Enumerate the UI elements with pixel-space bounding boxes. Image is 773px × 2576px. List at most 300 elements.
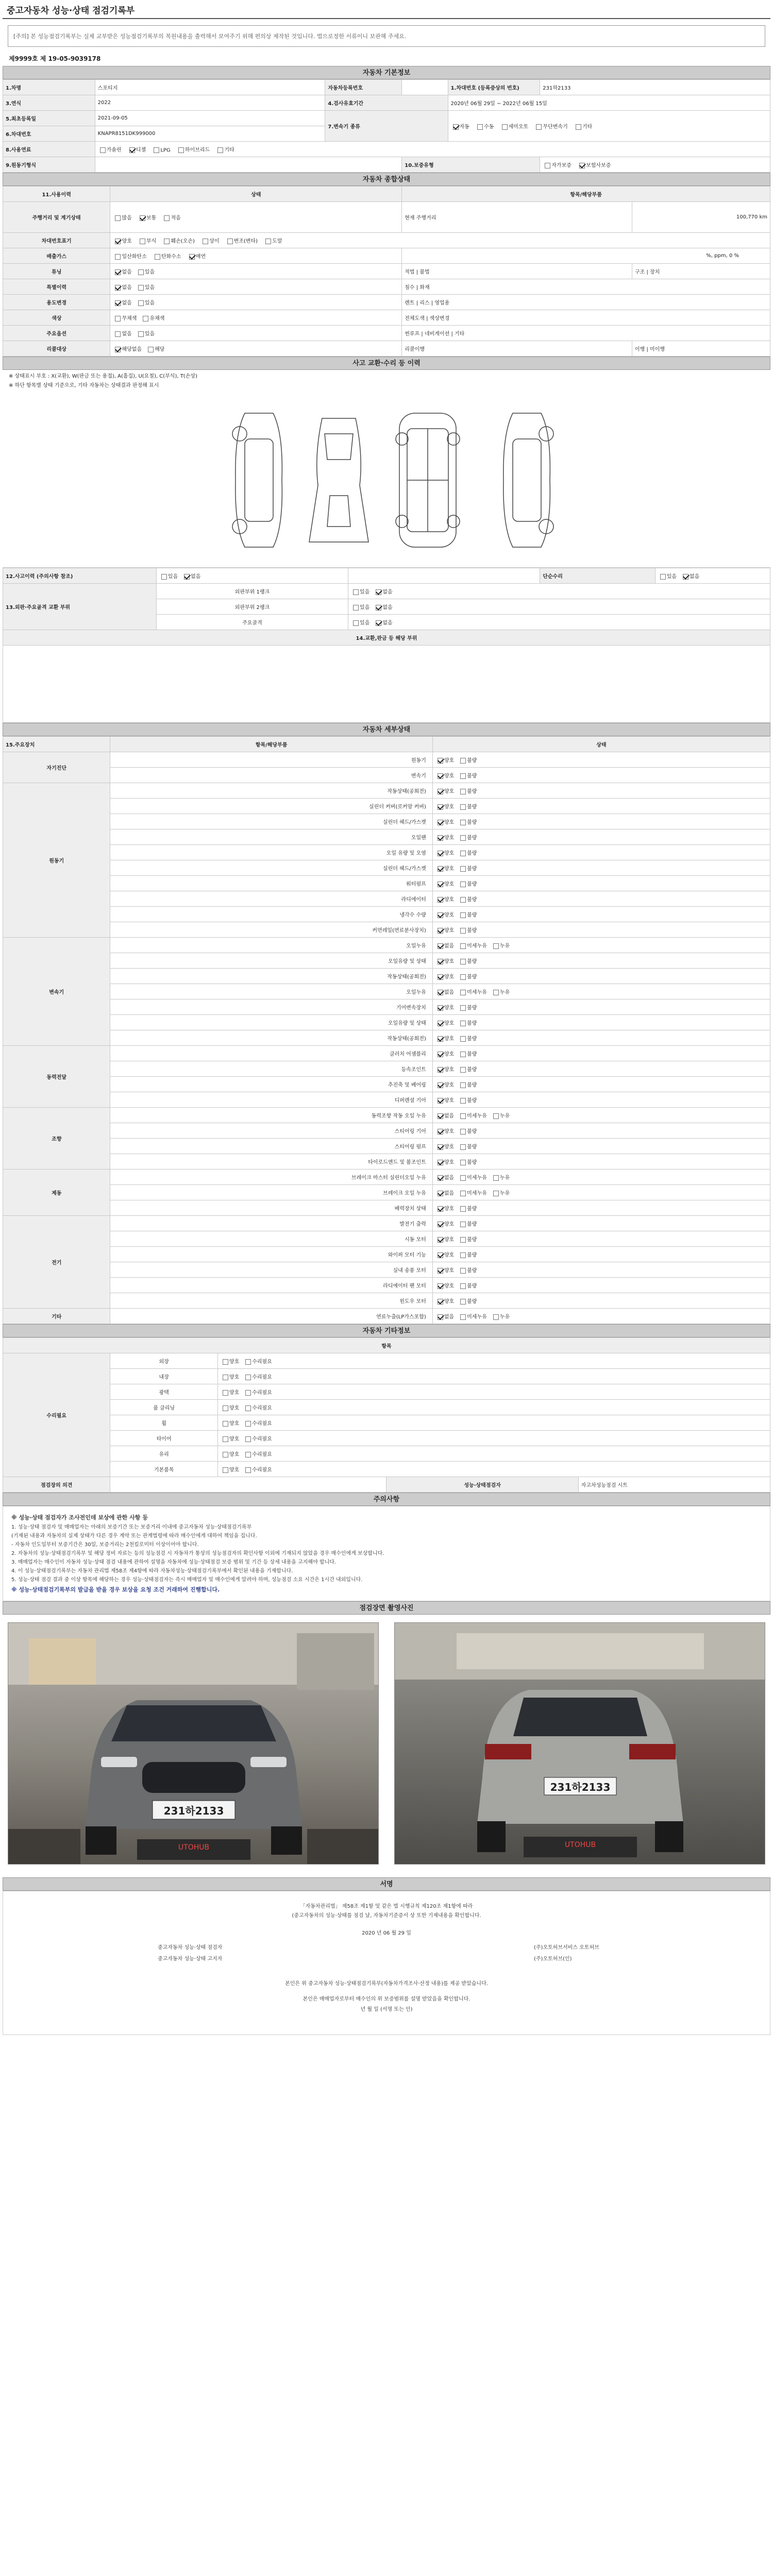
checkbox[interactable]: [438, 1206, 443, 1212]
tuning-detail: 적법 | 불법: [402, 264, 632, 279]
device-item: 와이퍼 모터 기능: [110, 1247, 432, 1262]
checkbox[interactable]: [438, 773, 443, 779]
checkbox[interactable]: [189, 254, 195, 260]
checkbox[interactable]: [460, 1021, 466, 1026]
checkbox[interactable]: [115, 347, 121, 352]
device-status: 양호 불량: [432, 1200, 770, 1216]
checkbox[interactable]: [460, 897, 466, 903]
note-line: 4. 이 성능·상태점검기록부는 자동차 관리법 제58조 제4항에 따라 자동차성능·상태점검기록부에서 확인된 내용을 기재합니다.: [11, 1568, 293, 1574]
tuning-type: 구조 | 장치: [632, 264, 770, 279]
checkbox[interactable]: [376, 605, 381, 611]
checkbox[interactable]: [438, 1222, 443, 1227]
device-status: 양호 불량: [432, 1139, 770, 1154]
value-inspection-period: 2020년 06월 29일 ~ 2022년 06월 15일: [448, 95, 770, 111]
checkbox[interactable]: [140, 215, 145, 221]
checkbox[interactable]: [223, 1359, 228, 1365]
header-status: 상태: [432, 737, 770, 752]
checkbox[interactable]: [143, 316, 148, 321]
checkbox[interactable]: [545, 163, 550, 168]
checkbox[interactable]: [438, 1299, 443, 1304]
checkbox[interactable]: [438, 1021, 443, 1026]
value-vin-reg: 231하2133: [540, 80, 770, 95]
checkbox[interactable]: [438, 1237, 443, 1243]
rank-1-options: 있음 없음: [348, 584, 770, 599]
other-status: 양호 수리필요: [217, 1446, 770, 1462]
device-status: 양호 불량: [432, 1293, 770, 1309]
checkbox[interactable]: [460, 835, 466, 841]
device-item: 시동 모터: [110, 1231, 432, 1247]
sign-line-3: 본인은 위 중고자동차 성능·상태점검기록부(자동차가격조사·산정 내용)를 제공 받았습니다.: [285, 1981, 488, 1987]
checkbox[interactable]: [164, 215, 170, 221]
label-simple-repair: 단순수리: [540, 568, 655, 584]
other-item: 타이어: [110, 1431, 217, 1446]
label-vin-marking: 차대번호표기: [3, 233, 110, 248]
checkbox[interactable]: [460, 1098, 466, 1104]
checkbox[interactable]: [460, 1314, 466, 1320]
checkbox[interactable]: [115, 239, 121, 244]
checkbox[interactable]: [438, 1005, 443, 1011]
checkbox[interactable]: [115, 215, 121, 221]
checkbox[interactable]: [460, 882, 466, 887]
checkbox[interactable]: [460, 1082, 466, 1088]
document-number: 제9999호 제 19-05-9039178: [9, 55, 101, 62]
checkbox[interactable]: [129, 147, 135, 153]
device-item: 오일팬: [110, 829, 432, 845]
checkbox[interactable]: [493, 990, 499, 995]
device-status: 없음 미세누유 누유: [432, 1185, 770, 1200]
checkbox[interactable]: [438, 1175, 443, 1181]
device-group: 기타: [3, 1309, 110, 1324]
checkbox[interactable]: [683, 574, 688, 580]
checkbox[interactable]: [353, 620, 359, 626]
device-status: 양호 불량: [432, 845, 770, 860]
label-opinion: 점검장의 의견: [3, 1477, 110, 1493]
device-status: 양호 불량: [432, 1061, 770, 1077]
other-item: 내장: [110, 1369, 217, 1384]
checkbox[interactable]: [438, 1113, 443, 1119]
options-detail: 썬루프 | 네비게이션 | 기타: [402, 326, 770, 341]
checkbox[interactable]: [660, 574, 666, 580]
part-rank-2: 외판부위 2랭크: [156, 599, 348, 615]
device-item: 스티어링 펌프: [110, 1139, 432, 1154]
checkbox[interactable]: [460, 789, 466, 794]
header-usage: 11.사용이력: [3, 187, 110, 202]
front-brand-banner: UTOHUB: [178, 1843, 210, 1852]
section-detail-state: 자동차 세부상태: [3, 723, 770, 736]
checkbox[interactable]: [460, 1222, 466, 1227]
checkbox[interactable]: [460, 1052, 466, 1057]
checkbox[interactable]: [223, 1405, 228, 1411]
device-status: 양호 불량: [432, 907, 770, 922]
note-line: (기재된 내용과 자동차의 실제 상태가 다른 경우 계약 또는 관계법령에 따라 매수인에게 대하여 책임을 집니다.: [11, 1533, 257, 1539]
checkbox[interactable]: [438, 1052, 443, 1057]
checkbox[interactable]: [576, 124, 581, 130]
label-tuning: 튜닝: [3, 264, 110, 279]
device-status: 양호 불량: [432, 953, 770, 969]
device-item: 워터펌프: [110, 876, 432, 891]
section-photo: 점검장면 촬영사진: [3, 1601, 770, 1615]
label-current-mileage: 현재 주행거리: [402, 202, 632, 233]
checkbox[interactable]: [100, 147, 106, 153]
device-status: 양호 불량: [432, 814, 770, 829]
device-status: 양호 불량: [432, 891, 770, 907]
checkbox[interactable]: [161, 574, 167, 580]
rank-2-options: 있음 없음: [348, 599, 770, 615]
checkbox[interactable]: [245, 1405, 251, 1411]
checkbox[interactable]: [460, 990, 466, 995]
checkbox[interactable]: [460, 1237, 466, 1243]
checkbox[interactable]: [493, 1113, 499, 1119]
device-item: 스티어링 기어: [110, 1123, 432, 1139]
checkbox[interactable]: [376, 589, 381, 595]
checkbox[interactable]: [138, 285, 144, 291]
device-group: 변속기: [3, 938, 110, 1046]
device-status: 양호 불량: [432, 999, 770, 1015]
checkbox[interactable]: [115, 331, 121, 337]
car-outline-diagram: [224, 403, 554, 557]
checkbox[interactable]: [245, 1467, 251, 1473]
label-vin: 6.차대번호: [3, 126, 95, 142]
checkbox[interactable]: [438, 758, 443, 764]
other-item: 룸 클리닝: [110, 1400, 217, 1415]
checkbox[interactable]: [438, 835, 443, 841]
checkbox[interactable]: [453, 124, 459, 130]
checkbox[interactable]: [223, 1436, 228, 1442]
device-status: 양호 불량: [432, 1077, 770, 1092]
sign-date: 2020 년 06 월 29 일: [362, 1930, 411, 1936]
checkbox[interactable]: [460, 1252, 466, 1258]
checkbox[interactable]: [115, 254, 121, 260]
checkbox[interactable]: [460, 866, 466, 872]
device-group: 조향: [3, 1108, 110, 1170]
warranty-options: 자가보증 보험사보증: [540, 157, 770, 173]
checkbox[interactable]: [438, 1036, 443, 1042]
checkbox[interactable]: [493, 1175, 499, 1181]
device-item: 클러치 어셈블리: [110, 1046, 432, 1061]
recall-options: 해당없음 해당: [110, 341, 402, 357]
checkbox[interactable]: [353, 589, 359, 595]
checkbox[interactable]: [223, 1452, 228, 1458]
checkbox[interactable]: [438, 789, 443, 794]
checkbox[interactable]: [438, 897, 443, 903]
checkbox[interactable]: [438, 1160, 443, 1165]
label-first-reg: 5.최초등록일: [3, 111, 95, 126]
checkbox[interactable]: [438, 1082, 443, 1088]
device-status: 양호 불량: [432, 860, 770, 876]
checkbox[interactable]: [438, 1283, 443, 1289]
notes-block: [3, 1506, 770, 1601]
label-warranty: 10.보증유형: [402, 157, 540, 173]
checkbox[interactable]: [138, 300, 144, 306]
checkbox[interactable]: [460, 820, 466, 825]
other-status: 양호 수리필요: [217, 1462, 770, 1477]
header-item: 항목/해당부품: [402, 187, 770, 202]
checkbox[interactable]: [460, 1283, 466, 1289]
other-item: 외장: [110, 1353, 217, 1369]
checkbox[interactable]: [438, 1314, 443, 1320]
device-status: 양호 불량: [432, 1247, 770, 1262]
device-item: 라디에이터 팬 모터: [110, 1278, 432, 1293]
checkbox[interactable]: [178, 147, 184, 153]
device-status: 양호 불량: [432, 922, 770, 938]
frame-options: 있음 없음: [348, 615, 770, 630]
device-item: 작동상태(공회전): [110, 783, 432, 799]
mileage-options: 많음 보통 적음: [110, 202, 402, 233]
checkbox[interactable]: [223, 1390, 228, 1396]
header-main-device: 15.주요장치: [3, 737, 110, 752]
device-item: 원동기: [110, 752, 432, 768]
device-status: 양호 불량: [432, 876, 770, 891]
checkbox[interactable]: [138, 269, 144, 275]
value-reg-no: [402, 80, 448, 95]
checkbox[interactable]: [502, 124, 508, 130]
tuning-options: 없음 있음: [110, 264, 402, 279]
device-status: 양호 불량: [432, 1216, 770, 1231]
sign-line-5: 년 월 일 (서명 또는 인): [360, 2007, 413, 2012]
sign-line-4: 본인은 매매업자로부터 매수인의 위 보증범위를 설명 받았음을 확인합니다.: [303, 1996, 470, 2002]
checkbox[interactable]: [438, 974, 443, 980]
signature-block: [3, 1891, 770, 2035]
checkbox[interactable]: [203, 239, 208, 244]
checkbox[interactable]: [438, 882, 443, 887]
checkbox[interactable]: [115, 269, 121, 275]
checkbox[interactable]: [438, 1144, 443, 1150]
checkbox[interactable]: [460, 1206, 466, 1212]
checkbox[interactable]: [493, 1191, 499, 1196]
checkbox[interactable]: [438, 1268, 443, 1274]
main-options: 없음 있음: [110, 326, 402, 341]
other-status: 양호 수리필요: [217, 1384, 770, 1400]
checkbox[interactable]: [460, 1299, 466, 1304]
checkbox[interactable]: [460, 1268, 466, 1274]
note-line: 2. 자동차의 성능·상태점검기록부 및 해당 정비 자료는 등의 성능점검 시 자동차가 통상의 성능점검자의 확인사항 이외에 기재되지 않았을 경우 매수인에게 보상합니다.: [11, 1551, 384, 1556]
checkbox[interactable]: [460, 1067, 466, 1073]
checkbox[interactable]: [115, 285, 121, 291]
photo-area: [3, 1615, 770, 1877]
car-diagram: [3, 393, 770, 568]
emission-options: 일산화탄소 탄화수소 매연: [110, 248, 402, 264]
rear-brand-banner: UTOHUB: [564, 1841, 596, 1849]
checkbox[interactable]: [438, 1129, 443, 1134]
other-info-table: [3, 1337, 770, 1493]
legend-line-1: ※ 상태표시 부호 : X(교환), W(판금 또는 용접), A(흠집), U(요철), C(부식), T(손상): [9, 374, 197, 379]
label-fuel: 8.사용연료: [3, 142, 95, 157]
checkbox[interactable]: [460, 851, 466, 856]
device-status: 양호 불량: [432, 1262, 770, 1278]
special-history-detail: 침수 | 화재: [402, 279, 770, 295]
checkbox[interactable]: [460, 1036, 466, 1042]
other-group: 수리필요: [3, 1353, 110, 1477]
section-signature: 서명: [3, 1877, 770, 1891]
checkbox[interactable]: [460, 1113, 466, 1119]
device-group: 자기진단: [3, 752, 110, 783]
checkbox[interactable]: [493, 943, 499, 949]
front-car-image: [8, 1623, 379, 1865]
checkbox[interactable]: [115, 316, 121, 321]
checkbox[interactable]: [376, 620, 381, 626]
checkbox[interactable]: [460, 1129, 466, 1134]
part-frame: 주요골격: [156, 615, 348, 630]
checkbox[interactable]: [460, 912, 466, 918]
transmission-options: 자동 수동 세미오토 무단변속기 기타: [448, 111, 770, 142]
value-vin: KNAPR8151DK999000: [95, 126, 325, 142]
device-group: 동력전달: [3, 1046, 110, 1108]
other-status: 양호 수리필요: [217, 1400, 770, 1415]
checkbox[interactable]: [245, 1452, 251, 1458]
checkbox[interactable]: [164, 239, 170, 244]
device-status: 양호 불량: [432, 829, 770, 845]
notice-box: [주의] 본 성능점검기록부는 실제 교부받은 성능점검기록부의 복원내용을 출력해서 보여주기 위해 편의상 제작된 것입니다. 법으로정한 서류이니 보관해 주세요.: [8, 25, 765, 47]
device-item: 추진축 및 베어링: [110, 1077, 432, 1092]
device-status: 양호 불량: [432, 969, 770, 984]
device-group: 전기: [3, 1216, 110, 1309]
notifier-label: 중고자동차 성능·상태 고지자: [158, 1956, 223, 1962]
checkbox[interactable]: [460, 1160, 466, 1165]
header-part: 항목/해당부품: [110, 737, 432, 752]
damage-legend: [3, 370, 770, 393]
checkbox[interactable]: [460, 804, 466, 810]
checkbox[interactable]: [184, 574, 190, 580]
label-accident: 12.사고이력 (주의사항 참조): [3, 568, 157, 584]
checkbox[interactable]: [493, 1314, 499, 1320]
device-status: 양호 불량: [432, 799, 770, 814]
checkbox[interactable]: [353, 605, 359, 611]
checkbox[interactable]: [227, 239, 233, 244]
checkbox[interactable]: [438, 820, 443, 825]
inspector-value: 자고차성능점검 시트: [578, 1477, 770, 1493]
checkbox[interactable]: [438, 804, 443, 810]
checkbox[interactable]: [438, 990, 443, 995]
checkbox[interactable]: [245, 1359, 251, 1365]
recall-done-label: 리콜이행: [402, 341, 632, 357]
device-item: 타이로드엔드 및 볼조인트: [110, 1154, 432, 1170]
accident-options: 있음 없음: [156, 568, 348, 584]
checkbox[interactable]: [460, 928, 466, 934]
checkbox[interactable]: [245, 1375, 251, 1380]
document: [3, 0, 770, 2035]
checkbox[interactable]: [477, 124, 483, 130]
checkbox[interactable]: [438, 866, 443, 872]
checkbox[interactable]: [140, 239, 145, 244]
other-item: 기본품목: [110, 1462, 217, 1477]
device-item: 작동상태(공회전): [110, 1030, 432, 1046]
device-status: 양호 불량: [432, 1030, 770, 1046]
device-status: 양호 불량: [432, 1092, 770, 1108]
checkbox[interactable]: [265, 239, 271, 244]
device-item: 기어변속장치: [110, 999, 432, 1015]
device-status: 없음 미세누유 누유: [432, 1309, 770, 1324]
checkbox[interactable]: [460, 773, 466, 779]
checkbox[interactable]: [223, 1467, 228, 1473]
fuel-options: 가솔린 디젤 LPG 하이브리드 기타: [95, 142, 770, 157]
device-item: 오일누유: [110, 984, 432, 999]
value-engine-type: [95, 157, 402, 173]
device-item: 브레이크 마스터 실린더오일 누유: [110, 1170, 432, 1185]
device-item: 커먼레일(연료분사장치): [110, 922, 432, 938]
value-first-reg: 2021-09-05: [95, 111, 325, 126]
checkbox[interactable]: [460, 758, 466, 764]
device-item: 오일누유: [110, 938, 432, 953]
checkbox[interactable]: [438, 1067, 443, 1073]
vin-marking-options: 양호 부식 훼손(오손) 상이 변조(변타) 도말: [110, 233, 770, 248]
checkbox[interactable]: [138, 331, 144, 337]
checkbox[interactable]: [115, 300, 121, 306]
checkbox[interactable]: [438, 928, 443, 934]
checkbox[interactable]: [460, 959, 466, 964]
checkbox[interactable]: [438, 959, 443, 964]
section-other-info: 자동차 기타정보: [3, 1324, 770, 1337]
sign-line-2: (중고자동차의 성능·상태를 점검 날, 자동차기준증서 상 또한 기재내용을 확인합니다.: [292, 1913, 481, 1919]
checkbox[interactable]: [438, 1098, 443, 1104]
section-basic-info: 자동차 기본정보: [3, 66, 770, 79]
device-status: 없음 미세누유 누유: [432, 1108, 770, 1123]
device-status: 양호 불량: [432, 768, 770, 783]
color-detail: 전체도색 | 색상변경: [402, 310, 770, 326]
device-item: 변속기: [110, 768, 432, 783]
label-emission: 배출가스: [3, 248, 110, 264]
header-state: 상태: [110, 187, 402, 202]
checkbox[interactable]: [438, 851, 443, 856]
notes-warning: ※ 성능·상태점검기록부의 발급을 받을 경우 보상을 요청 조건 거래하여 진행합니다.: [11, 1586, 220, 1593]
device-item: 디퍼렌셜 기어: [110, 1092, 432, 1108]
checkbox[interactable]: [579, 163, 585, 168]
sign-line-1: 「자동차관리법」 제58조 제1항 및 같은 법 시행규칙 제120조 제1항에 따라: [300, 1904, 473, 1909]
checkbox[interactable]: [217, 147, 223, 153]
label-exchange-parts: 13.외판·주요골격 교환 부위: [3, 584, 157, 630]
device-item: 실린더 헤드/가스켓: [110, 860, 432, 876]
checkbox[interactable]: [245, 1436, 251, 1442]
device-item: 오일 유량 및 오염: [110, 845, 432, 860]
device-item: 브레이크 오일 누유: [110, 1185, 432, 1200]
checkbox[interactable]: [155, 254, 160, 260]
checkbox[interactable]: [223, 1375, 228, 1380]
checkbox[interactable]: [536, 124, 542, 130]
device-status: 양호 불량: [432, 1046, 770, 1061]
device-item: 윈도우 모터: [110, 1293, 432, 1309]
checkbox[interactable]: [438, 1252, 443, 1258]
label-transmission: 7.변속기 종류: [325, 111, 448, 142]
checkbox[interactable]: [460, 1005, 466, 1011]
checkbox[interactable]: [438, 943, 443, 949]
label-color: 색상: [3, 310, 110, 326]
checkbox[interactable]: [438, 912, 443, 918]
device-item: 발전기 출력: [110, 1216, 432, 1231]
device-item: 라디에이터: [110, 891, 432, 907]
inspector-label: 중고자동차 성능·상태 점검자: [158, 1945, 223, 1951]
checkbox[interactable]: [245, 1421, 251, 1427]
device-item: 작동상태(공회전): [110, 969, 432, 984]
checkbox[interactable]: [438, 1191, 443, 1196]
checkbox[interactable]: [460, 1191, 466, 1196]
checkbox[interactable]: [460, 974, 466, 980]
device-status: 양호 불량: [432, 752, 770, 768]
device-status: 양호 불량: [432, 783, 770, 799]
general-state-table: [3, 186, 770, 357]
device-status: 양호 불량: [432, 1231, 770, 1247]
checkbox[interactable]: [460, 943, 466, 949]
device-item: 실린더 헤드/가스켓: [110, 814, 432, 829]
checkbox[interactable]: [245, 1390, 251, 1396]
rear-photo: [394, 1622, 765, 1865]
checkbox[interactable]: [154, 147, 159, 153]
checkbox[interactable]: [148, 347, 154, 352]
checkbox[interactable]: [460, 1144, 466, 1150]
checkbox[interactable]: [460, 1175, 466, 1181]
other-status: 양호 수리필요: [217, 1353, 770, 1369]
checkbox[interactable]: [223, 1421, 228, 1427]
header-other-item: 항목: [3, 1338, 770, 1353]
device-item: 오일유량 및 상태: [110, 1015, 432, 1030]
